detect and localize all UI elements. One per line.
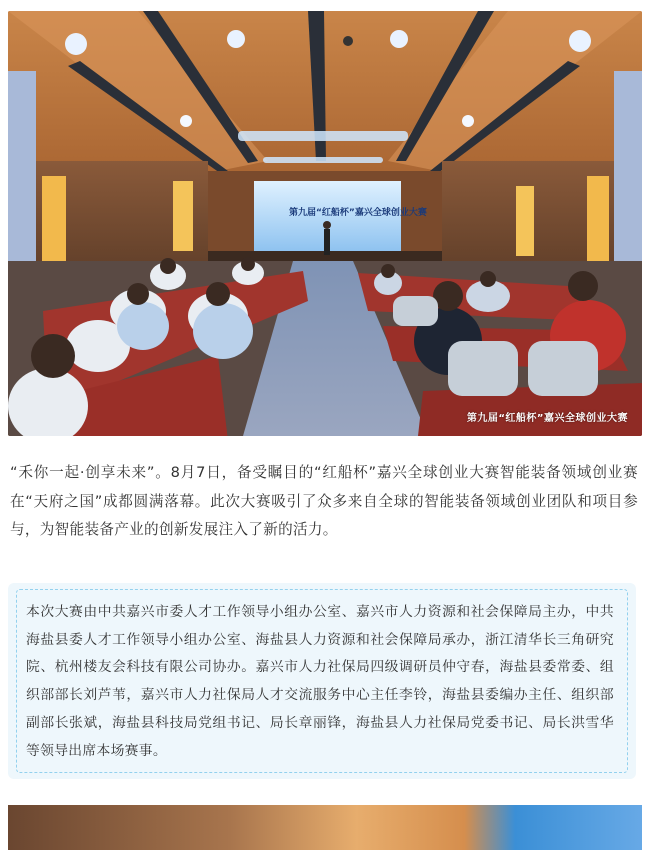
second-photo [8,805,642,850]
article-paragraph: “禾你一起·创享未来”。8月7日，备受瞩目的“红船杯”嘉兴全球创业大赛智能装备领域创业赛在“天府之国”成都圆满落幕。此次大赛吸引了众多来自全球的智能装备领域创业团队和项目参与，为智能装备产业的创新发展注入了新的活力。 [10,464,638,538]
photo-watermark [467,409,628,424]
hero-photo [8,11,642,436]
conference-hall-illustration [8,11,642,436]
watermark-text: 第九届“红船杯”嘉兴全球创业大赛 [466,413,628,424]
screen-title: 第九届“红船杯”嘉兴全球创业大赛 [289,208,427,218]
note-text: 本次大赛由中共嘉兴市委人才工作领导小组办公室、嘉兴市人力资源和社会保障局主办，中共海盐县委人才工作领导小组办公室、海盐县人力资源和社会保障局承办，浙江清华长三角研究院、杭州楼友会科技有限公司协办。嘉兴市人力社保局四级调研员仲守春，海盐县委常委、组织部部长刘芦苇，嘉兴市人力社保局人才交流服务中心主任李铃，海盐县委编办主任、组织部副部长张斌，海盐县科技局党组书记、局长章丽锋，海盐县人力社保局党委书记、局长洪雪华等领导出席本场赛事。 [26,604,614,759]
